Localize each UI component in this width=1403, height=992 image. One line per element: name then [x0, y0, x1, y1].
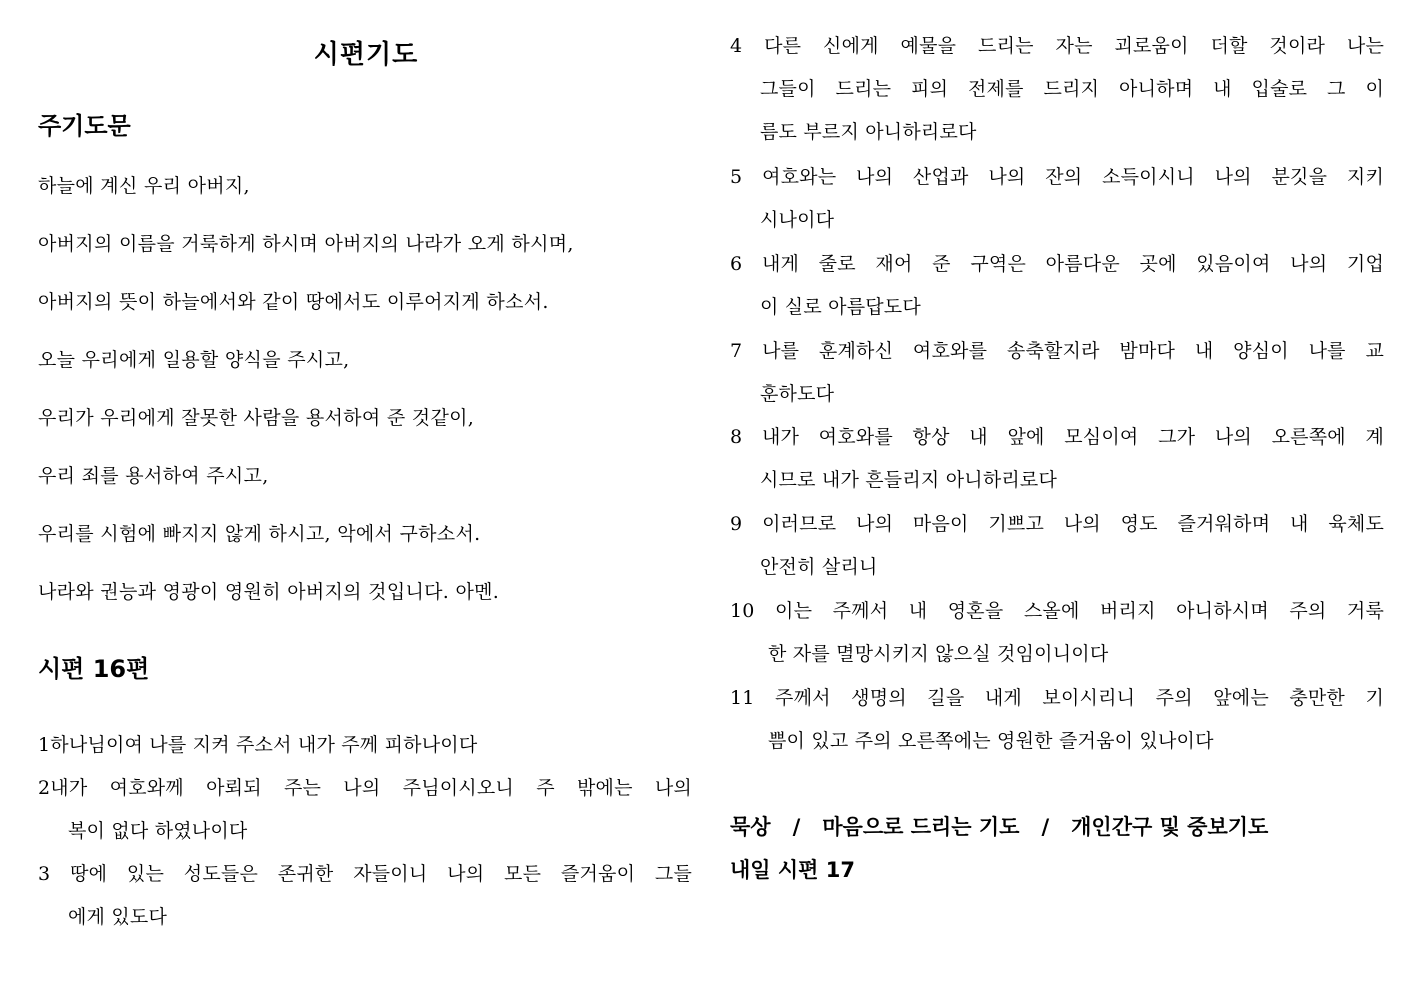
verse-number: 3 [38, 863, 71, 885]
verse-line: 이 실로 아름답도다 [760, 296, 921, 318]
verse-line [38, 767, 692, 810]
footer-separator: / [792, 815, 801, 839]
verse-number: 10 [730, 600, 776, 622]
footer-item-silent-prayer: 마음으로 드리는 기도 [822, 815, 1020, 839]
verse-8 [730, 416, 1384, 502]
verse-line: 그들이 드리는 피의 전제를 드리지 아니하며 내 입술로 그 이 [760, 78, 1384, 100]
verse-9 [730, 503, 1384, 589]
verse-line: 에게 있도다 [68, 906, 168, 928]
verse-number: 4 [730, 35, 765, 57]
lords-prayer-line: 우리 죄를 용서하여 주시고, [38, 465, 269, 487]
verse-text: 나를 훈계하신 여호와를 송축할지라 밤마다 내 양심이 나를 교 [762, 340, 1384, 362]
verse-line: 훈하도다 [760, 383, 835, 405]
verse-text: 다른 신에게 예물을 드리는 자는 괴로움이 더할 것이라 나는 [764, 35, 1384, 57]
verse-number: 8 [730, 426, 762, 448]
verse-text: 하나님이여 나를 지켜 주소서 내가 주께 피하나이다 [50, 734, 478, 756]
footer-item-intercession: 개인간구 및 중보기도 [1071, 815, 1269, 839]
verse-5 [730, 156, 1384, 242]
verse-11 [730, 677, 1384, 763]
verse-line [730, 677, 1384, 720]
footer-separator: / [1041, 815, 1050, 839]
verse-line [730, 25, 1384, 68]
verse-line: 시므로 내가 흔들리지 아니하리로다 [760, 469, 1058, 491]
verse-3 [38, 853, 692, 939]
verse-number: 5 [730, 166, 763, 188]
verse-line [730, 156, 1384, 199]
footer-item-meditation: 묵상 [730, 815, 771, 839]
verse-10 [730, 590, 1384, 676]
verse-line: 쁨이 있고 주의 오른쪽에는 영원한 즐거움이 있나이다 [768, 730, 1214, 752]
lords-prayer-line: 나라와 권능과 영광이 영원히 아버지의 것입니다. 아멘. [38, 581, 500, 603]
verse-line [730, 330, 1384, 373]
verse-line: 한 자를 멸망시키지 않으실 것임이니이다 [768, 643, 1109, 665]
verse-text: 이러므로 나의 마음이 기쁘고 나의 영도 즐거워하며 내 육체도 [762, 513, 1384, 535]
verse-number: 9 [730, 513, 763, 535]
verse-line [730, 590, 1384, 633]
verse-1 [38, 724, 692, 767]
lords-prayer-line: 우리를 시험에 빠지지 않게 하시고, 악에서 구하소서. [38, 523, 481, 545]
meditation-footer [730, 811, 1268, 841]
verse-number: 6 [730, 253, 762, 275]
next-psalm-note: 내일 시편 17 [730, 858, 855, 882]
verse-text: 내게 줄로 재어 준 구역은 아름다운 곳에 있음이여 나의 기업 [761, 253, 1384, 275]
lords-prayer-line: 하늘에 계신 우리 아버지, [38, 175, 250, 197]
verse-number: 1 [38, 734, 51, 756]
verse-number: 7 [730, 340, 763, 362]
verse-line: 안전히 살리니 [760, 556, 878, 578]
verse-4 [730, 25, 1384, 154]
verse-7 [730, 330, 1384, 416]
verse-number: 11 [730, 687, 776, 709]
page-title: 시편기도 [313, 40, 419, 70]
verse-line [38, 724, 692, 767]
verse-text: 내가 여호와를 항상 내 앞에 모심이여 그가 나의 오른쪽에 계 [761, 426, 1384, 448]
verse-line [730, 243, 1384, 286]
verse-number: 2 [38, 777, 51, 799]
verse-text: 이는 주께서 내 영혼을 스올에 버리지 아니하시며 주의 거룩 [775, 600, 1384, 622]
lords-prayer-line: 오늘 우리에게 일용할 양식을 주시고, [38, 349, 350, 371]
verse-line [38, 853, 692, 896]
verse-line [730, 416, 1384, 459]
lords-prayer-heading: 주기도문 [38, 112, 131, 140]
verse-text: 주께서 생명의 길을 내게 보이시리니 주의 앞에는 충만한 기 [775, 687, 1384, 709]
lords-prayer-line: 아버지의 뜻이 하늘에서와 같이 땅에서도 이루어지게 하소서. [38, 291, 549, 313]
lords-prayer-line: 우리가 우리에게 잘못한 사람을 용서하여 준 것같이, [38, 407, 475, 429]
verse-line: 시나이다 [760, 209, 835, 231]
verse-line: 복이 없다 하였나이다 [68, 820, 248, 842]
verse-2 [38, 767, 692, 853]
psalm-heading: 시편 16편 [38, 655, 150, 683]
verse-line: 름도 부르지 아니하리로다 [760, 121, 977, 143]
verse-text: 내가 여호와께 아뢰되 주는 나의 주님이시오니 주 밖에는 나의 [50, 777, 692, 799]
verse-text: 땅에 있는 성도들은 존귀한 자들이니 나의 모든 즐거움이 그들 [70, 863, 692, 885]
lords-prayer-line: 아버지의 이름을 거룩하게 하시며 아버지의 나라가 오게 하시며, [38, 233, 574, 255]
verse-text: 여호와는 나의 산업과 나의 잔의 소득이시니 나의 분깃을 지키 [762, 166, 1384, 188]
verse-line [730, 503, 1384, 546]
verse-6 [730, 243, 1384, 329]
